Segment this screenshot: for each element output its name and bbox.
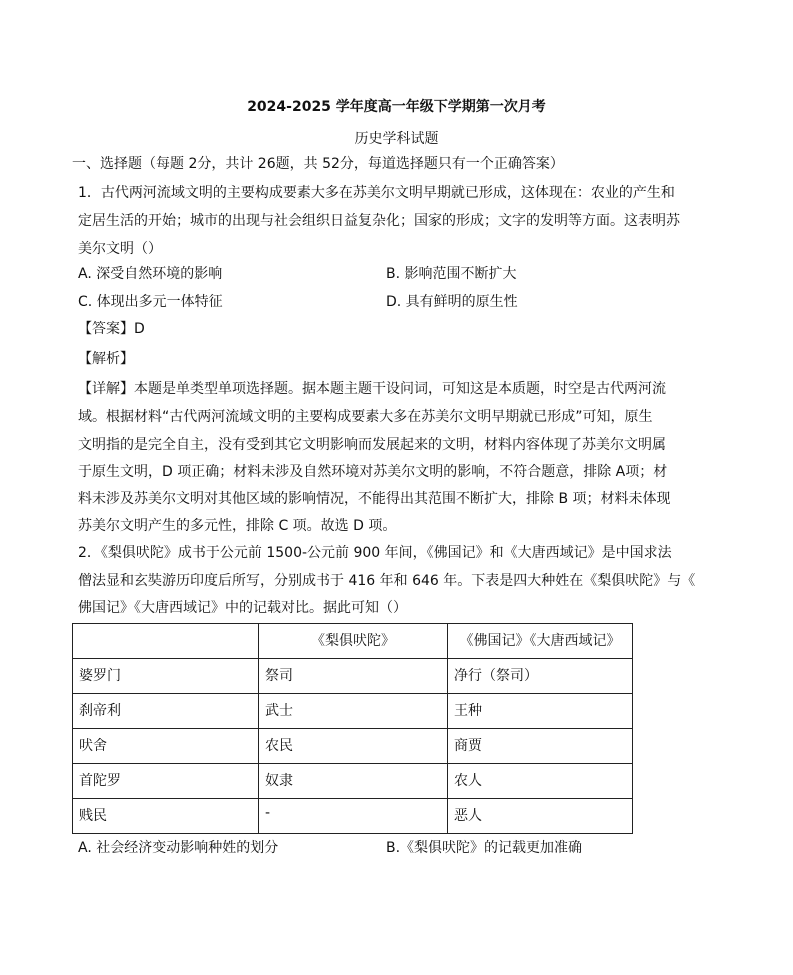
table-cell: 吠舍 <box>73 729 259 764</box>
detail-label: 【详解】 <box>78 381 134 397</box>
question-2-line-2: 僧法显和玄奘游历印度后所写，分别成书于 416 年和 646 年。下表是四大种姓在《梨俱吠陀》与《 <box>78 573 696 589</box>
table-cell: 净行（祭司） <box>448 659 633 694</box>
question-1-detail-line-4: 于原生文明，D 项正确；材料未涉及自然环境对苏美尔文明的影响，不符合题意，排除 A项；材 <box>78 464 668 480</box>
question-1-option-c: C. 体现出多元一体特征 <box>78 294 223 310</box>
table-row <box>73 694 633 729</box>
table-row <box>73 659 633 694</box>
table-row <box>73 799 633 834</box>
question-2-option-b: B.《梨俱吠陀》的记载更加准确 <box>386 840 583 856</box>
table-cell: 商贾 <box>448 729 633 764</box>
question-1-line-1: 1．古代两河流域文明的主要构成要素大多在苏美尔文明早期就已形成，这体现在：农业的产生和 <box>78 185 675 201</box>
question-2-line-3: 佛国记》《大唐西域记》中的记载对比。据此可知（） <box>78 600 407 616</box>
question-1-option-b: B. 影响范围不断扩大 <box>386 266 517 282</box>
question-1-detail-line-5: 料未涉及苏美尔文明对其他区域的影响情况，不能得出其范围不断扩大，排除 B 项；材料未体现 <box>78 491 671 507</box>
question-1-detail-line-3: 文明指的是完全自主，没有受到其它文明影响而发展起来的文明，材料内容体现了苏美尔文明属 <box>78 437 666 453</box>
table-cell: 王种 <box>448 694 633 729</box>
exam-title: 2024-2025 学年度高一年级下学期第一次月考 <box>247 99 546 115</box>
table-cell: 农人 <box>448 764 633 799</box>
table-cell: 刹帝利 <box>73 694 259 729</box>
question-2-option-a: A. 社会经济变动影响种姓的划分 <box>78 840 279 856</box>
question-1-option-d: D. 具有鲜明的原生性 <box>386 294 518 310</box>
table-row <box>73 764 633 799</box>
answer-label: 【答案】 <box>78 321 134 337</box>
table-cell: 农民 <box>259 729 448 764</box>
question-1-detail-line-2: 域。根据材料“古代两河流域文明的主要构成要素大多在苏美尔文明早期就已形成”可知，原生 <box>78 409 653 425</box>
question-1-line-2: 定居生活的开始；城市的出现与社会组织日益复杂化；国家的形成；文字的发明等方面。这表明苏 <box>78 213 680 229</box>
table-cell: 武士 <box>259 694 448 729</box>
caste-comparison-table <box>72 623 633 834</box>
table-cell: 婆罗门 <box>73 659 259 694</box>
question-1-option-a: A. 深受自然环境的影响 <box>78 266 223 282</box>
question-1-detail-line-6: 苏美尔文明产生的多元性，排除 C 项。故选 D 项。 <box>78 518 397 534</box>
question-2-line-1: 2．《梨俱吠陀》成书于公元前 1500-公元前 900 年间，《佛国记》和《大唐西域记》是中国求法 <box>78 545 672 561</box>
detail-text: 本题是单类型单项选择题。据本题主题干设问词，可知这是本质题，时空是古代两河流 <box>134 381 666 397</box>
table-cell: 奴隶 <box>259 764 448 799</box>
table-header-cell: 《佛国记》《大唐西域记》 <box>448 624 633 659</box>
table-header-cell: 《梨俱吠陀》 <box>259 624 448 659</box>
section-heading: 一、选择题（每题 2分，共计 26题，共 52分，每道选择题只有一个正确答案） <box>72 156 564 172</box>
question-1-analysis-label: 【解析】 <box>78 351 134 367</box>
table-row <box>73 729 633 764</box>
table-header-cell <box>73 624 259 659</box>
table-cell: 恶人 <box>448 799 633 834</box>
question-1-answer <box>78 319 145 339</box>
question-1-line-3: 美尔文明（） <box>78 241 162 257</box>
exam-subtitle: 历史学科试题 <box>354 131 439 147</box>
question-1-detail-line-1 <box>78 379 666 399</box>
table-header-row <box>73 624 633 659</box>
table-cell: 祭司 <box>259 659 448 694</box>
table-cell: - <box>259 799 448 834</box>
table-cell: 首陀罗 <box>73 764 259 799</box>
table-cell: 贱民 <box>73 799 259 834</box>
answer-value: D <box>134 321 145 337</box>
